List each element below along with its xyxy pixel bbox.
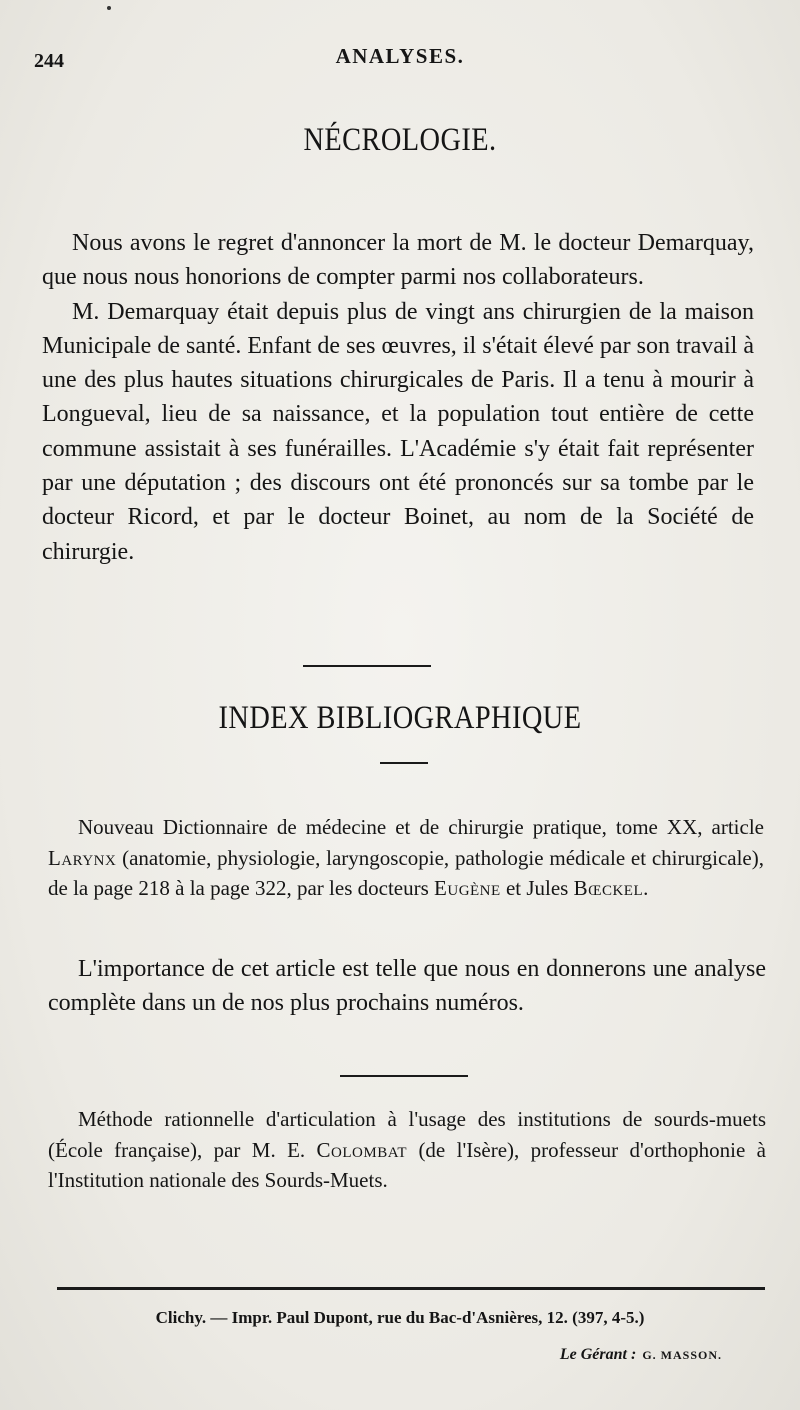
entry-1-author-2: Bœckel bbox=[573, 876, 644, 900]
entry-divider bbox=[340, 1075, 468, 1077]
comment-1-text: L'importance de cet article est telle que nous en donnerons une analyse complète dans un de nos plus prochains numéros. bbox=[48, 956, 766, 1016]
page-header bbox=[34, 44, 766, 74]
entry-1-text-b: (anatomie, physiologie, laryngoscopie, pathologie médicale et chirurgicale), de la page 218 à la page 322, par les docteurs bbox=[48, 845, 764, 900]
gerant-line bbox=[560, 1346, 722, 1364]
necrology-paragraph-2: M. Demarquay était depuis plus de vingt ans chirurgien de la maison Municipale de santé. Enfant de ses œuvres, il s'était élevé par son travail à une des plus hautes situations chirurgicales de Paris. Il a tenu à mourir à Longueval, lieu de sa naissance, et la population tout entière de cette commune assistait à ses funérailles. L'Académie s'y était fait représenter par une députation ; des discours ont été prononcés sur sa tombe par le docteur Ricord, et par le docteur Boinet, au nom de la Société de chirurgie. bbox=[42, 298, 754, 565]
bibliography-entry-2 bbox=[48, 1104, 766, 1196]
entry-1-text-c: et Jules bbox=[500, 876, 574, 900]
necrology-body bbox=[42, 226, 754, 569]
running-title: ANALYSES. bbox=[335, 44, 465, 68]
section-divider bbox=[303, 665, 431, 667]
print-speck bbox=[107, 6, 111, 10]
index-title: INDEX BIBLIOGRAPHIQUE bbox=[218, 700, 582, 736]
entry-2-text-b: (de l'Isère), professeur d'orthophonie à l'Institution nationale des Sourds-Muets. bbox=[48, 1137, 766, 1192]
entry-1-author-1: Eugène bbox=[434, 876, 501, 900]
bibliography-comment-1 bbox=[48, 952, 766, 1020]
gerant-label: Le Gérant : bbox=[559, 1346, 637, 1363]
entry-2-text-a: Méthode rationnelle d'articulation à l'usage des institutions de sourds-muets (École française), par M. E. bbox=[48, 1107, 766, 1162]
necrology-paragraph-1: Nous avons le regret d'annoncer la mort de M. le docteur Demarquay, que nous nous honorions de compter parmi nos collaborateurs. bbox=[42, 230, 754, 291]
page-number: 244 bbox=[34, 50, 64, 72]
entry-1-article: Larynx bbox=[48, 845, 117, 870]
printer-imprint: Clichy. — Impr. Paul Dupont, rue du Bac-d'Asnières, 12. (397, 4-5.) bbox=[155, 1308, 645, 1327]
entry-1-text-d: . bbox=[643, 876, 649, 900]
footer-rule bbox=[57, 1287, 765, 1290]
title-underline bbox=[380, 762, 428, 764]
gerant-name: G. MASSON. bbox=[642, 1348, 722, 1362]
entry-1-text-a: Nouveau Dictionnaire de médecine et de chirurgie pratique, tome XX, article bbox=[78, 815, 764, 839]
necrology-title: NÉCROLOGIE. bbox=[303, 122, 497, 158]
entry-2-author: Colombat bbox=[316, 1137, 408, 1162]
bibliography-entry-1 bbox=[48, 812, 764, 904]
